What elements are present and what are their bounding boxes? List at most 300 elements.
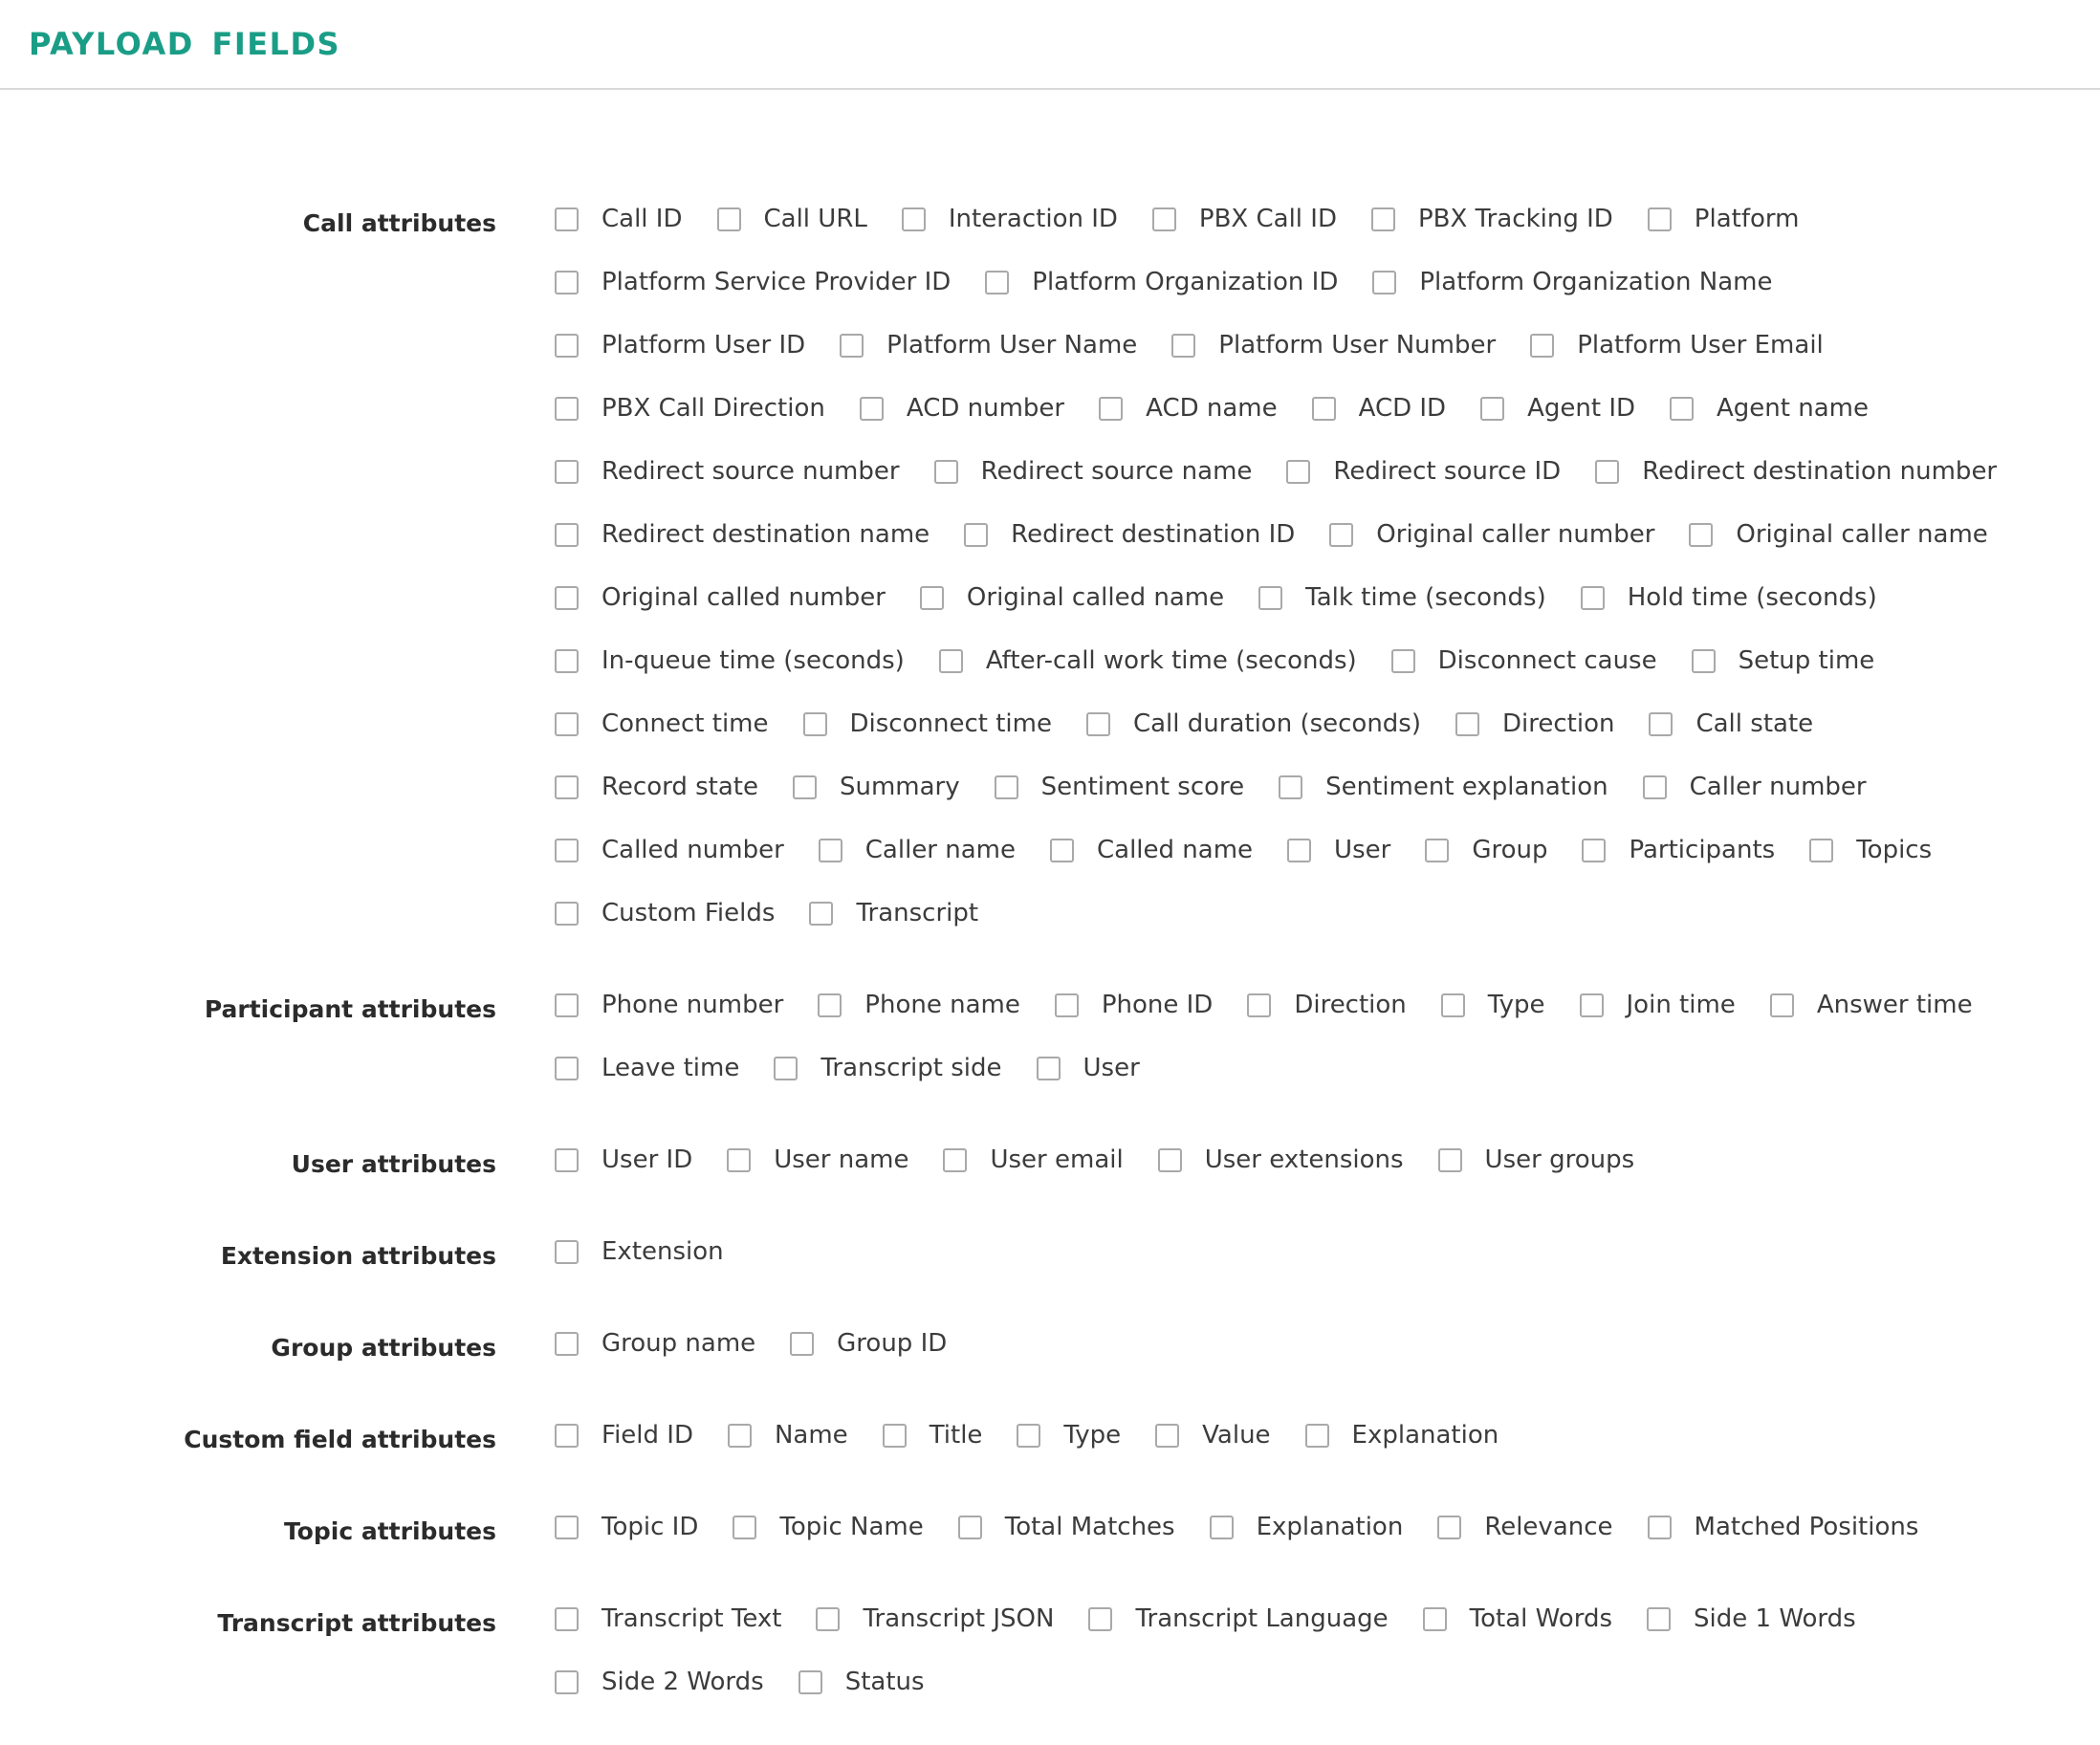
checkbox-option-value[interactable] xyxy=(1155,1404,1270,1467)
section-label: Transcript attributes xyxy=(217,1609,496,1637)
checkbox-label: Transcript side xyxy=(820,1054,1002,1082)
section-extension-attributes xyxy=(0,1237,2100,1315)
checkbox[interactable] xyxy=(555,586,579,610)
checkbox-label: Explanation xyxy=(1256,1513,1404,1541)
checkbox-option-answer-time[interactable] xyxy=(1770,973,1973,1036)
checkbox[interactable] xyxy=(1158,1148,1182,1172)
checkbox-option-transcript-language[interactable] xyxy=(1088,1587,1388,1650)
checkbox-option-agent-id[interactable] xyxy=(1480,377,1635,440)
checkbox-option-disconnect-time[interactable] xyxy=(803,692,1052,755)
checkbox[interactable] xyxy=(727,1148,751,1172)
checkbox-option-side-2-words[interactable] xyxy=(555,1650,764,1713)
checkbox-option-pbx-tracking-id[interactable] xyxy=(1371,187,1613,251)
checkbox[interactable] xyxy=(995,775,1018,799)
checkbox[interactable] xyxy=(860,397,884,421)
page-title: PAYLOAD FIELDS xyxy=(29,26,341,62)
checkbox-label: Matched Positions xyxy=(1694,1513,1919,1541)
checkbox-option-total-matches[interactable] xyxy=(958,1495,1175,1559)
checkbox[interactable] xyxy=(1279,775,1302,799)
checkbox-label: Agent name xyxy=(1717,394,1869,423)
checkbox-option-platform-organization-name[interactable] xyxy=(1372,251,1772,314)
checkbox[interactable] xyxy=(1670,397,1694,421)
checkbox[interactable] xyxy=(1437,1516,1461,1539)
checkbox-label: Sentiment score xyxy=(1040,773,1245,801)
checkbox-label: Group ID xyxy=(837,1329,948,1358)
checkbox-option-platform-user-number[interactable] xyxy=(1171,314,1496,377)
checkbox-label: Type xyxy=(1487,991,1545,1019)
checkbox[interactable] xyxy=(1455,712,1479,736)
checkbox-label: Redirect source number xyxy=(602,457,900,486)
checkbox-option-title[interactable] xyxy=(883,1404,983,1467)
checkbox[interactable] xyxy=(1037,1057,1061,1080)
checkbox[interactable] xyxy=(1809,839,1833,862)
checkbox[interactable] xyxy=(1648,207,1672,231)
checkbox[interactable] xyxy=(803,712,827,736)
checkbox-label: Participants xyxy=(1629,836,1776,864)
checkbox-option-user[interactable] xyxy=(1287,818,1390,882)
checkbox-option-disconnect-cause[interactable] xyxy=(1391,629,1657,692)
section-label: Extension attributes xyxy=(220,1242,496,1270)
checkbox-option-group[interactable] xyxy=(1425,818,1547,882)
checkbox-option-user-id[interactable] xyxy=(555,1128,692,1191)
checkbox[interactable] xyxy=(555,397,579,421)
checkbox-option-call-duration-seconds[interactable] xyxy=(1086,692,1421,755)
checkbox[interactable] xyxy=(1441,993,1465,1017)
checkbox-option-redirect-destination-name[interactable] xyxy=(555,503,930,566)
checkbox[interactable] xyxy=(934,460,958,484)
checkbox[interactable] xyxy=(1171,334,1195,358)
checkbox[interactable] xyxy=(1530,334,1554,358)
checkbox-option-redirect-destination-id[interactable] xyxy=(964,503,1295,566)
checkbox-option-called-name[interactable] xyxy=(1050,818,1253,882)
page-header xyxy=(0,0,2100,90)
checkbox[interactable] xyxy=(1286,460,1310,484)
checkbox-label: Hold time (seconds) xyxy=(1627,583,1877,612)
checkbox-option-leave-time[interactable] xyxy=(555,1036,739,1100)
checkbox[interactable] xyxy=(1247,993,1271,1017)
checkbox-option-after-call-work-time-seconds[interactable] xyxy=(939,629,1357,692)
checkbox[interactable] xyxy=(733,1516,756,1539)
checkbox[interactable] xyxy=(1692,649,1716,673)
checkbox-label: Status xyxy=(844,1668,925,1696)
checkbox-option-redirect-source-name[interactable] xyxy=(934,440,1253,503)
section-transcript-attributes xyxy=(0,1604,2100,1745)
checkbox-label: Transcript xyxy=(856,899,979,927)
checkbox-label: PBX Call ID xyxy=(1198,205,1337,233)
checkbox-label: User xyxy=(1334,836,1391,864)
checkbox-option-acd-name[interactable] xyxy=(1099,377,1278,440)
checkbox-option-acd-number[interactable] xyxy=(860,377,1064,440)
section-topic-attributes xyxy=(0,1513,2100,1590)
checkbox[interactable] xyxy=(1580,993,1604,1017)
checkbox-label: Explanation xyxy=(1351,1421,1499,1450)
checkbox[interactable] xyxy=(717,207,741,231)
checkbox-label: Topic ID xyxy=(602,1513,699,1541)
checkbox[interactable] xyxy=(1582,839,1606,862)
checkbox-label: Side 1 Words xyxy=(1694,1604,1856,1633)
checkbox-label: Platform Service Provider ID xyxy=(602,268,952,296)
checkbox[interactable] xyxy=(1017,1424,1040,1448)
checkbox-label: Sentiment explanation xyxy=(1325,773,1608,801)
checkbox-option-call-url[interactable] xyxy=(717,187,867,251)
checkbox-option-record-state[interactable] xyxy=(555,755,758,818)
checkbox[interactable] xyxy=(1329,523,1353,547)
checkbox-option-transcript-side[interactable] xyxy=(774,1036,1001,1100)
checkbox[interactable] xyxy=(555,712,579,736)
checkbox[interactable] xyxy=(1438,1148,1462,1172)
checkbox-label: Original called number xyxy=(602,583,886,612)
checkbox[interactable] xyxy=(1643,775,1667,799)
checkbox-option-user-extensions[interactable] xyxy=(1158,1128,1404,1191)
checkbox-label: Redirect destination name xyxy=(602,520,930,549)
checkbox-option-extension[interactable] xyxy=(555,1220,724,1283)
checkbox-label: User email xyxy=(990,1145,1124,1174)
checkbox-option-transcript-json[interactable] xyxy=(816,1587,1054,1650)
checkbox-label: Platform User ID xyxy=(602,331,806,360)
checkbox-label: Record state xyxy=(602,773,758,801)
checkbox-label: Name xyxy=(774,1421,848,1450)
checkbox-option-platform-organization-id[interactable] xyxy=(985,251,1338,314)
checkbox[interactable] xyxy=(1155,1424,1179,1448)
checkbox-option-topic-name[interactable] xyxy=(733,1495,923,1559)
checkbox[interactable] xyxy=(793,775,817,799)
checkbox[interactable] xyxy=(555,207,579,231)
checkbox-label: Custom Fields xyxy=(602,899,776,927)
checkbox[interactable] xyxy=(1210,1516,1234,1539)
checkbox-label: Platform xyxy=(1694,205,1800,233)
checkbox-label: Total Words xyxy=(1469,1604,1613,1633)
checkbox-label: Phone number xyxy=(602,991,784,1019)
options-group xyxy=(555,1329,2075,1407)
checkbox[interactable] xyxy=(555,1240,579,1264)
checkbox-option-platform-service-provider-id[interactable] xyxy=(555,251,951,314)
checkbox[interactable] xyxy=(809,902,833,926)
section-label: Call attributes xyxy=(302,209,496,237)
checkbox-label: Platform User Name xyxy=(886,331,1138,360)
checkbox-label: Caller name xyxy=(864,836,1016,864)
checkbox-label: Redirect source name xyxy=(980,457,1253,486)
checkbox-option-phone-number[interactable] xyxy=(555,973,783,1036)
checkbox-label: Redirect source ID xyxy=(1333,457,1562,486)
checkbox[interactable] xyxy=(555,460,579,484)
checkbox[interactable] xyxy=(1287,839,1311,862)
checkbox[interactable] xyxy=(1372,271,1396,294)
checkbox[interactable] xyxy=(555,839,579,862)
checkbox-option-redirect-destination-number[interactable] xyxy=(1595,440,1997,503)
checkbox[interactable] xyxy=(816,1607,840,1631)
checkbox-option-talk-time-seconds[interactable] xyxy=(1258,566,1546,629)
checkbox-label: Called number xyxy=(602,836,784,864)
checkbox-option-setup-time[interactable] xyxy=(1692,629,1875,692)
checkbox-label: User name xyxy=(774,1145,909,1174)
section-label: Topic attributes xyxy=(283,1517,496,1545)
checkbox-option-explanation[interactable] xyxy=(1305,1404,1499,1467)
checkbox-option-total-words[interactable] xyxy=(1423,1587,1612,1650)
checkbox[interactable] xyxy=(555,1332,579,1356)
checkbox-label: Original called name xyxy=(966,583,1225,612)
options-group xyxy=(555,1237,2075,1315)
checkbox-label: Talk time (seconds) xyxy=(1305,583,1546,612)
checkbox[interactable] xyxy=(555,1670,579,1694)
checkbox-label: Direction xyxy=(1294,991,1407,1019)
checkbox[interactable] xyxy=(1423,1607,1447,1631)
checkbox[interactable] xyxy=(555,334,579,358)
checkbox-option-original-called-name[interactable] xyxy=(920,566,1224,629)
checkbox-label: Agent ID xyxy=(1527,394,1636,423)
checkbox[interactable] xyxy=(883,1424,907,1448)
checkbox[interactable] xyxy=(1086,712,1110,736)
checkbox-option-call-state[interactable] xyxy=(1649,692,1813,755)
checkbox-option-type[interactable] xyxy=(1441,973,1545,1036)
checkbox-option-custom-fields[interactable] xyxy=(555,882,775,945)
checkbox-option-original-called-number[interactable] xyxy=(555,566,886,629)
checkbox[interactable] xyxy=(1371,207,1395,231)
checkbox[interactable] xyxy=(840,334,864,358)
checkbox[interactable] xyxy=(555,1057,579,1080)
checkbox-label: User groups xyxy=(1484,1145,1635,1174)
checkbox-option-topic-id[interactable] xyxy=(555,1495,698,1559)
checkbox[interactable] xyxy=(1099,397,1123,421)
checkbox-label: Setup time xyxy=(1738,646,1875,675)
checkbox-option-platform[interactable] xyxy=(1648,187,1800,251)
checkbox-option-caller-name[interactable] xyxy=(819,818,1016,882)
checkbox-option-agent-name[interactable] xyxy=(1670,377,1869,440)
checkbox-option-redirect-source-id[interactable] xyxy=(1286,440,1561,503)
checkbox[interactable] xyxy=(1689,523,1713,547)
checkbox-label: PBX Call Direction xyxy=(602,394,825,423)
checkbox-label: Answer time xyxy=(1816,991,1973,1019)
checkbox[interactable] xyxy=(819,839,842,862)
options-group xyxy=(555,1421,2075,1498)
payload-fields-form xyxy=(0,90,2100,1745)
checkbox-label: Transcript Language xyxy=(1135,1604,1389,1633)
checkbox-option-call-id[interactable] xyxy=(555,187,683,251)
checkbox[interactable] xyxy=(555,775,579,799)
checkbox-label: Extension xyxy=(602,1237,724,1266)
checkbox[interactable] xyxy=(1648,1516,1672,1539)
checkbox-label: PBX Tracking ID xyxy=(1418,205,1613,233)
section-label: Group attributes xyxy=(271,1334,496,1362)
checkbox-label: Redirect destination number xyxy=(1642,457,1998,486)
checkbox[interactable] xyxy=(790,1332,814,1356)
checkbox-option-phone-name[interactable] xyxy=(818,973,1020,1036)
checkbox-option-connect-time[interactable] xyxy=(555,692,769,755)
checkbox-option-original-caller-number[interactable] xyxy=(1329,503,1654,566)
checkbox-option-hold-time-seconds[interactable] xyxy=(1581,566,1877,629)
checkbox-option-platform-user-email[interactable] xyxy=(1530,314,1824,377)
checkbox[interactable] xyxy=(728,1424,752,1448)
checkbox[interactable] xyxy=(1258,586,1282,610)
checkbox-label: Original caller number xyxy=(1376,520,1655,549)
checkbox-option-side-1-words[interactable] xyxy=(1647,1587,1856,1650)
checkbox[interactable] xyxy=(1425,839,1449,862)
section-label: Custom field attributes xyxy=(184,1426,496,1453)
checkbox-label: Direction xyxy=(1502,709,1615,738)
checkbox-label: Phone ID xyxy=(1101,991,1214,1019)
checkbox-option-original-caller-name[interactable] xyxy=(1689,503,1987,566)
checkbox[interactable] xyxy=(555,993,579,1017)
checkbox-option-sentiment-explanation[interactable] xyxy=(1279,755,1608,818)
checkbox-option-transcript-text[interactable] xyxy=(555,1587,781,1650)
checkbox-label: Disconnect cause xyxy=(1437,646,1657,675)
checkbox-label: Transcript Text xyxy=(602,1604,782,1633)
checkbox-label: In-queue time (seconds) xyxy=(602,646,905,675)
checkbox[interactable] xyxy=(1152,207,1176,231)
checkbox-label: Call URL xyxy=(763,205,867,233)
checkbox[interactable] xyxy=(555,1148,579,1172)
checkbox[interactable] xyxy=(1312,397,1336,421)
options-group xyxy=(555,205,2075,976)
checkbox[interactable] xyxy=(920,586,944,610)
checkbox-option-summary[interactable] xyxy=(793,755,960,818)
checkbox[interactable] xyxy=(958,1516,982,1539)
checkbox[interactable] xyxy=(555,1424,579,1448)
checkbox-label: Transcript JSON xyxy=(863,1604,1055,1633)
checkbox[interactable] xyxy=(798,1670,822,1694)
checkbox-label: Caller number xyxy=(1689,773,1867,801)
checkbox-option-explanation[interactable] xyxy=(1210,1495,1404,1559)
checkbox-option-redirect-source-number[interactable] xyxy=(555,440,900,503)
checkbox-label: Value xyxy=(1202,1421,1271,1450)
checkbox-option-platform-user-name[interactable] xyxy=(840,314,1137,377)
checkbox-option-interaction-id[interactable] xyxy=(902,187,1118,251)
checkbox-label: Original caller name xyxy=(1736,520,1988,549)
section-user-attributes xyxy=(0,1145,2100,1223)
checkbox[interactable] xyxy=(1647,1607,1671,1631)
options-group xyxy=(555,991,2075,1131)
checkbox-label: Called name xyxy=(1097,836,1254,864)
checkbox-option-caller-number[interactable] xyxy=(1643,755,1867,818)
checkbox-label: Call ID xyxy=(602,205,683,233)
checkbox-label: Connect time xyxy=(602,709,769,738)
section-participant-attributes xyxy=(0,991,2100,1131)
checkbox-label: Total Matches xyxy=(1004,1513,1175,1541)
checkbox-label: Platform User Number xyxy=(1218,331,1497,360)
checkbox-option-acd-id[interactable] xyxy=(1312,377,1446,440)
checkbox-option-user-name[interactable] xyxy=(727,1128,908,1191)
checkbox[interactable] xyxy=(1480,397,1504,421)
checkbox-option-pbx-call-direction[interactable] xyxy=(555,377,825,440)
checkbox[interactable] xyxy=(1050,839,1074,862)
checkbox-option-in-queue-time-seconds[interactable] xyxy=(555,629,905,692)
checkbox-option-pbx-call-id[interactable] xyxy=(1152,187,1337,251)
checkbox-option-group-id[interactable] xyxy=(790,1312,947,1375)
checkbox[interactable] xyxy=(774,1057,798,1080)
checkbox-label: User extensions xyxy=(1204,1145,1404,1174)
checkbox-label: Summary xyxy=(839,773,960,801)
checkbox-label: Topic Name xyxy=(779,1513,924,1541)
checkbox-option-user[interactable] xyxy=(1037,1036,1140,1100)
checkbox-label: User xyxy=(1083,1054,1140,1082)
checkbox[interactable] xyxy=(1055,993,1079,1017)
checkbox-label: Disconnect time xyxy=(849,709,1052,738)
checkbox-option-status[interactable] xyxy=(798,1650,925,1713)
options-group xyxy=(555,1513,2075,1590)
checkbox[interactable] xyxy=(1595,460,1619,484)
checkbox-option-sentiment-score[interactable] xyxy=(995,755,1245,818)
checkbox-option-user-groups[interactable] xyxy=(1438,1128,1635,1191)
checkbox[interactable] xyxy=(555,649,579,673)
checkbox-option-relevance[interactable] xyxy=(1437,1495,1612,1559)
checkbox[interactable] xyxy=(943,1148,967,1172)
checkbox-label: Join time xyxy=(1626,991,1736,1019)
checkbox-label: Title xyxy=(929,1421,983,1450)
checkbox-option-platform-user-id[interactable] xyxy=(555,314,805,377)
checkbox[interactable] xyxy=(1088,1607,1112,1631)
section-call-attributes xyxy=(0,205,2100,976)
checkbox-label: Interaction ID xyxy=(948,205,1118,233)
section-label: Participant attributes xyxy=(204,995,496,1023)
checkbox-label: Leave time xyxy=(602,1054,740,1082)
checkbox[interactable] xyxy=(555,271,579,294)
checkbox-option-name[interactable] xyxy=(728,1404,848,1467)
checkbox-option-called-number[interactable] xyxy=(555,818,784,882)
checkbox-option-direction[interactable] xyxy=(1455,692,1614,755)
checkbox[interactable] xyxy=(1391,649,1415,673)
checkbox-label: Group name xyxy=(602,1329,756,1358)
checkbox-option-participants[interactable] xyxy=(1582,818,1775,882)
options-group xyxy=(555,1145,2075,1223)
checkbox[interactable] xyxy=(985,271,1009,294)
checkbox-label: ACD name xyxy=(1146,394,1278,423)
section-custom-field-attributes xyxy=(0,1421,2100,1498)
checkbox-label: User ID xyxy=(602,1145,693,1174)
checkbox-label: Topics xyxy=(1856,836,1933,864)
checkbox[interactable] xyxy=(555,1607,579,1631)
checkbox-option-transcript[interactable] xyxy=(809,882,978,945)
checkbox[interactable] xyxy=(939,649,963,673)
checkbox-option-type[interactable] xyxy=(1017,1404,1121,1467)
checkbox[interactable] xyxy=(818,993,842,1017)
checkbox-label: Platform Organization ID xyxy=(1032,268,1339,296)
checkbox-option-phone-id[interactable] xyxy=(1055,973,1214,1036)
checkbox[interactable] xyxy=(555,1516,579,1539)
checkbox-option-direction[interactable] xyxy=(1247,973,1406,1036)
checkbox[interactable] xyxy=(902,207,926,231)
checkbox-label: ACD number xyxy=(906,394,1065,423)
checkbox-label: Call state xyxy=(1695,709,1814,738)
options-group xyxy=(555,1604,2075,1745)
section-group-attributes xyxy=(0,1329,2100,1407)
checkbox[interactable] xyxy=(1581,586,1605,610)
checkbox-label: Platform User Email xyxy=(1577,331,1824,360)
checkbox-label: Redirect destination ID xyxy=(1011,520,1296,549)
checkbox-option-matched-positions[interactable] xyxy=(1648,1495,1919,1559)
checkbox[interactable] xyxy=(964,523,988,547)
checkbox[interactable] xyxy=(1305,1424,1329,1448)
checkbox[interactable] xyxy=(555,523,579,547)
checkbox-label: After-call work time (seconds) xyxy=(985,646,1357,675)
checkbox-option-field-id[interactable] xyxy=(555,1404,693,1467)
checkbox[interactable] xyxy=(555,902,579,926)
checkbox[interactable] xyxy=(1649,712,1673,736)
checkbox-label: ACD ID xyxy=(1358,394,1447,423)
checkbox-option-user-email[interactable] xyxy=(943,1128,1123,1191)
checkbox-label: Field ID xyxy=(602,1421,693,1450)
checkbox-option-group-name[interactable] xyxy=(555,1312,755,1375)
checkbox-label: Relevance xyxy=(1484,1513,1613,1541)
checkbox-label: Side 2 Words xyxy=(602,1668,764,1696)
checkbox-label: Group xyxy=(1472,836,1548,864)
checkbox-label: Type xyxy=(1063,1421,1122,1450)
checkbox-label: Phone name xyxy=(864,991,1020,1019)
section-label: User attributes xyxy=(291,1150,496,1178)
checkbox-label: Call duration (seconds) xyxy=(1132,709,1421,738)
checkbox-label: Platform Organization Name xyxy=(1419,268,1773,296)
checkbox-option-topics[interactable] xyxy=(1809,818,1932,882)
checkbox-option-join-time[interactable] xyxy=(1580,973,1736,1036)
checkbox[interactable] xyxy=(1770,993,1794,1017)
